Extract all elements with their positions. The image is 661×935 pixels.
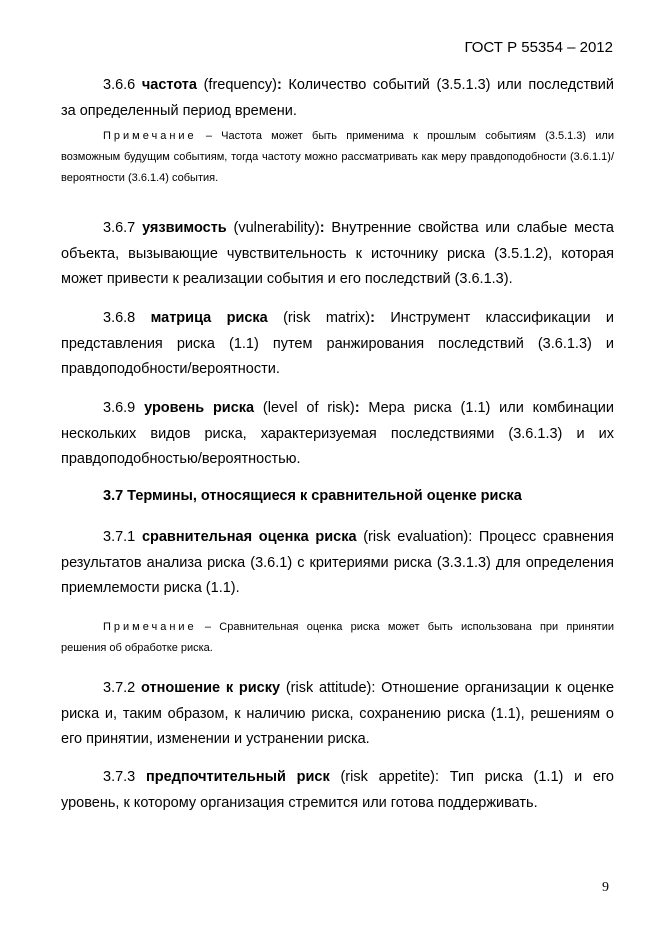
note-3-6-6: Примечание – Частота может быть применима к прошлым событиям (3.5.1.3) или возможным будущим событиям, тогда частоту можно рассматривать как меру правдоподобности (3.6.1.1)/вероятности (3.6.1.4) события. — [61, 130, 614, 184]
term-3-7-2: 3.7.2 отношение к риску (risk attitude): Отношение организации к оценке риска и, таким образом, к наличию риска, сохранению риска (1.1), решениям о его принятии, изменении и устранении риска. — [61, 680, 615, 747]
note-3-7-1: Примечание – Сравнительная оценка риска может быть использована при принятии решения об обработке риска. — [61, 621, 614, 654]
term-3-7-3: 3.7.3 предпочтительный риск (risk appetite): Тип риска (1.1) и его уровень, к которому организация стремится или готова поддерживать. — [61, 769, 614, 811]
term-3-6-6: 3.6.6 частота (frequency): Количество событий (3.5.1.3) или последствий за определенный период времени. — [61, 77, 615, 119]
term-3-6-8: 3.6.8 матрица риска (risk matrix): Инструмент классификации и представления риска (1.1) путем ранжирования последствий (3.6.1.3) и правдоподобности/вероятности. — [61, 310, 614, 377]
page-number: 9 — [602, 880, 609, 895]
term-3-6-9: 3.6.9 уровень риска (level of risk): Мера риска (1.1) или комбинации нескольких видов риска, характеризуемая последствиями (3.6.1.3) и их правдоподобностью/вероятностью. — [61, 400, 615, 467]
term-3-6-7: 3.6.7 уязвимость (vulnerability): Внутренние свойства или слабые места объекта, вызывающие чувствительность к источнику риска (3.5.1.2), которая может привести к реализации события и его последствий (3.6.1.3). — [61, 220, 614, 287]
section-heading-3-7: 3.7 Термины, относящиеся к сравнительной оценке риска — [103, 488, 522, 504]
document-header: ГОСТ Р 55354 – 2012 — [464, 39, 613, 56]
term-3-7-1: 3.7.1 сравнительная оценка риска (risk evaluation): Процесс сравнения результатов анализа риска (3.6.1) с критериями риска (3.3.1.3) для определения приемлемости риска (1.1). — [61, 529, 614, 596]
